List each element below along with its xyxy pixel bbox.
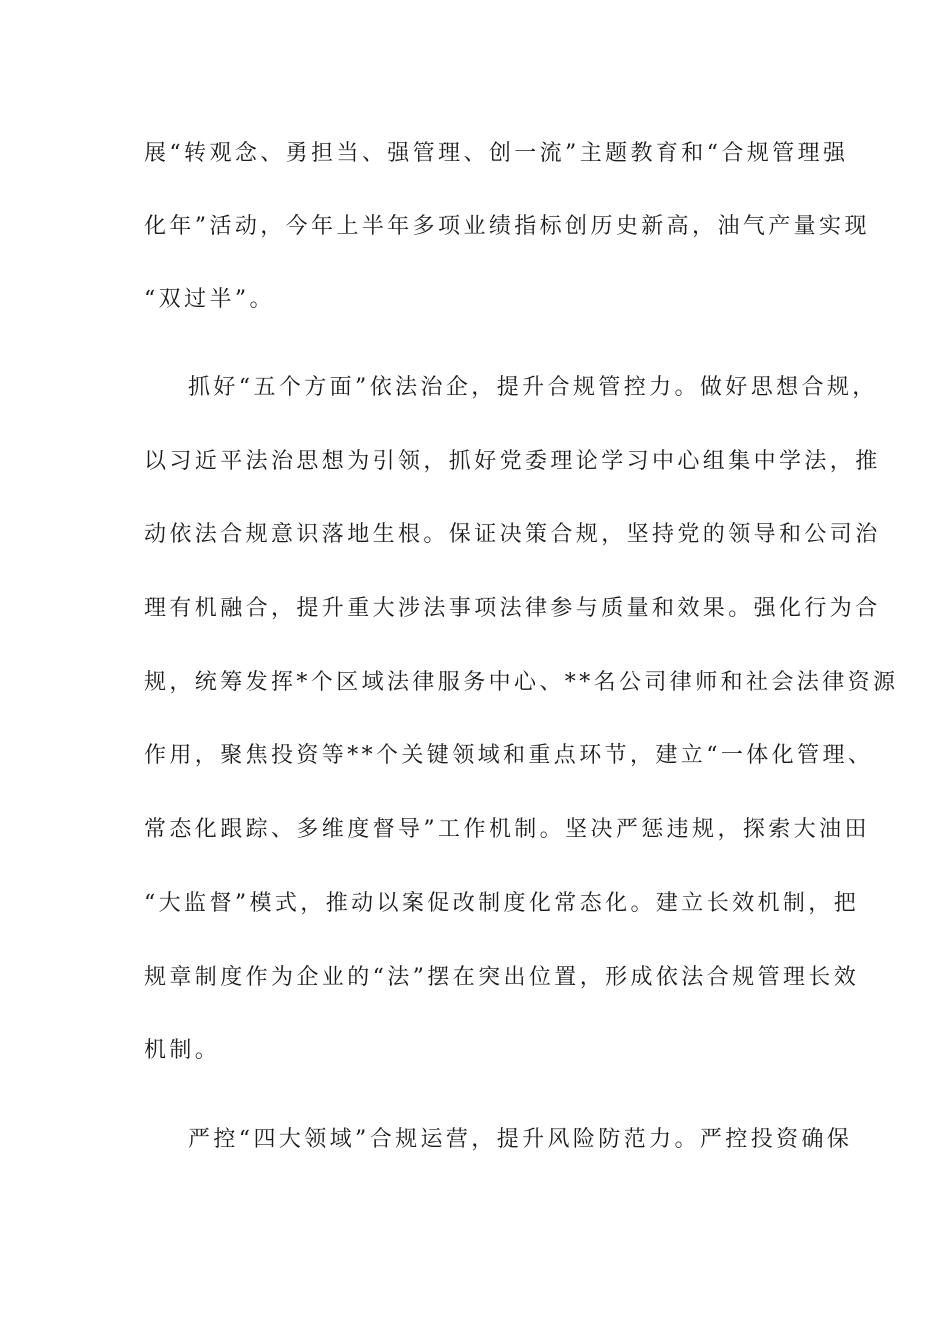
body-text-line: 化年”活动，今年上半年多项业绩指标创历史新高，油气产量实现 bbox=[144, 214, 870, 239]
paragraph-first-line: 严控“四大领域”合规运营，提升风险防范力。严控投资确保 bbox=[188, 1127, 853, 1152]
body-text-line: 规章制度作为企业的“法”摆在突出位置，形成依法合规管理长效 bbox=[144, 965, 860, 990]
body-text-line: 作用，聚焦投资等**个关键领域和重点环节，建立“一体化管理、 bbox=[144, 743, 874, 768]
body-text-line: 机制。 bbox=[144, 1038, 221, 1063]
body-text-line: 动依法合规意识落地生根。保证决策合规，坚持党的领导和公司治 bbox=[144, 522, 881, 547]
body-text-line: “大监督”模式，推动以案促改制度化常态化。建立长效机制，把 bbox=[144, 891, 860, 916]
body-text-line: 常态化跟踪、多维度督导”工作机制。坚决严惩违规，探索大油田 bbox=[144, 817, 870, 842]
body-text-line: 以习近平法治思想为引领，抓好党委理论学习中心组集中学法，推 bbox=[144, 449, 881, 474]
body-text-line: “双过半”。 bbox=[144, 287, 275, 312]
paragraph-first-line: 抓好“五个方面”依法治企，提升合规管控力。做好思想合规， bbox=[188, 375, 878, 400]
body-text-line: 规，统筹发挥*个区域法律服务中心、**名公司律师和社会法律资源 bbox=[144, 670, 899, 695]
body-text-line: 理有机融合，提升重大涉法事项法律参与质量和效果。强化行为合 bbox=[144, 596, 881, 621]
body-text-line: 展“转观念、勇担当、强管理、创一流”主题教育和“合规管理强 bbox=[144, 141, 849, 166]
